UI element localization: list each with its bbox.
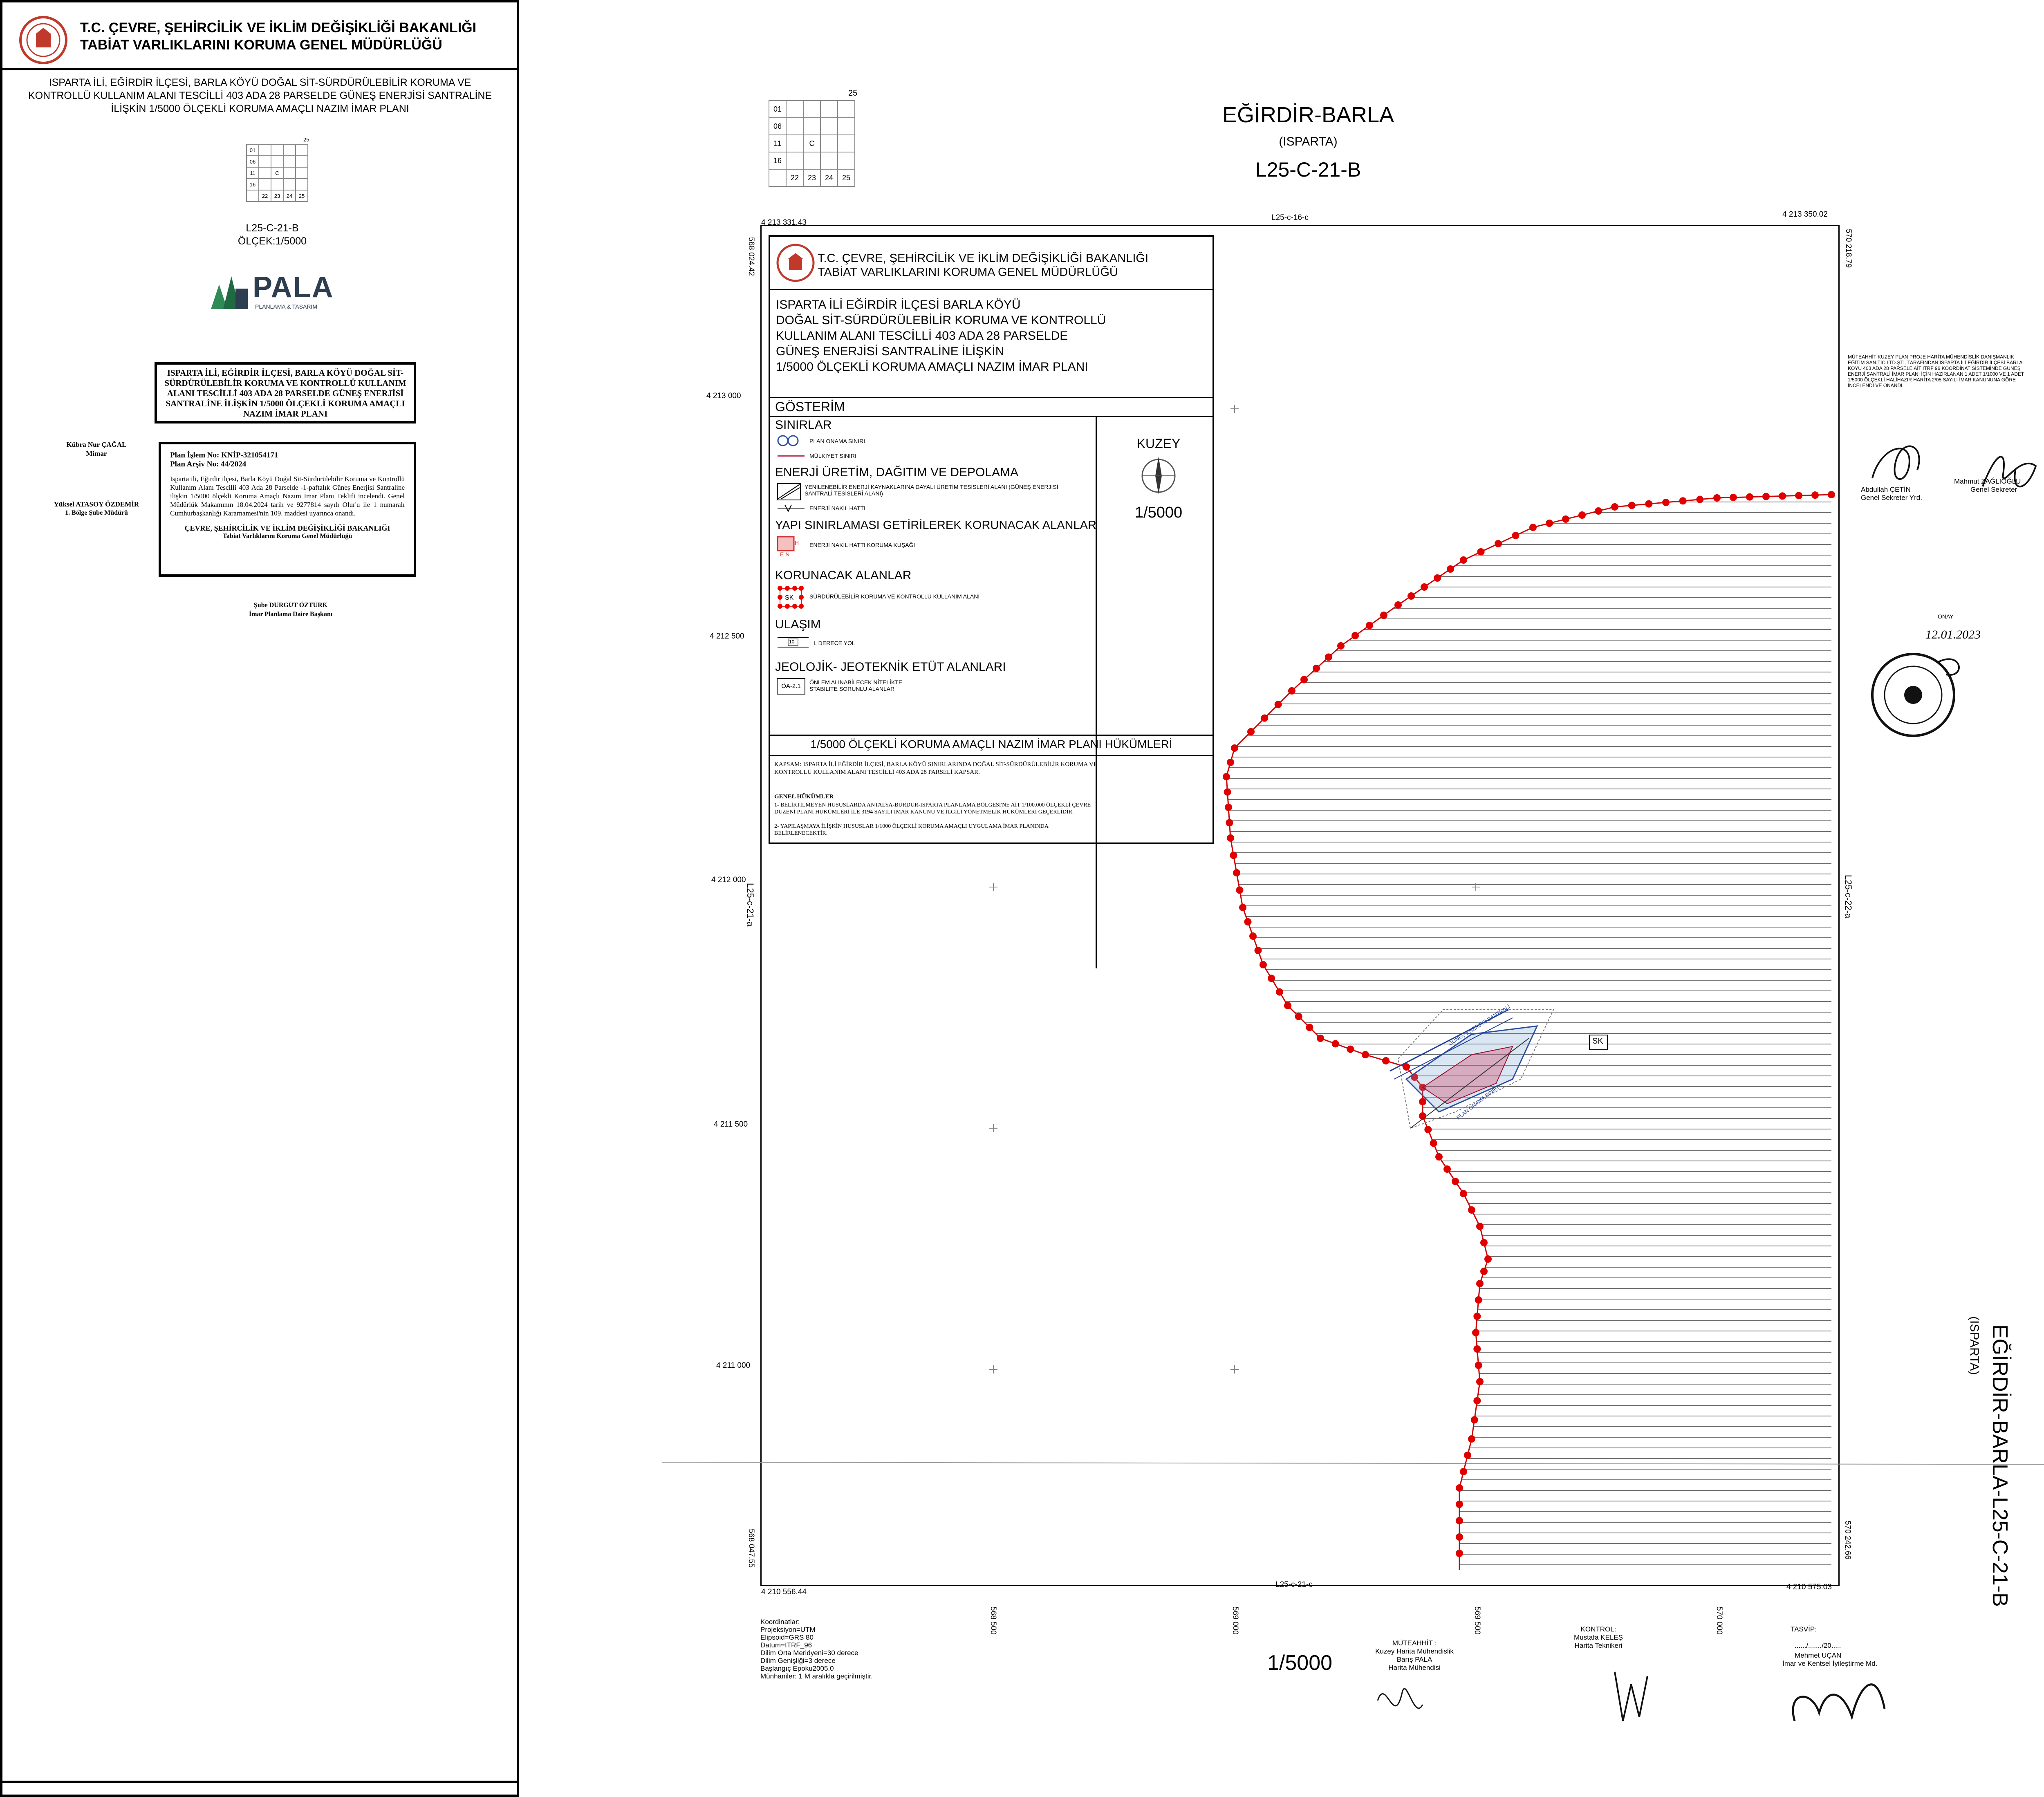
- boundary-marker: [1275, 701, 1282, 708]
- coordinate-system-info: [760, 1618, 873, 1680]
- meta-line: Münhaniler: 1 M aralıkla geçirilmiştir.: [760, 1672, 873, 1680]
- boundary-marker: [1407, 592, 1415, 600]
- grid-cell: 01: [769, 101, 786, 118]
- boundary-marker: [1472, 1329, 1479, 1336]
- boundary-marker: [1645, 500, 1652, 508]
- legend-item: ENERJİ NAKİL HATTI: [809, 505, 865, 511]
- side-sheet-subtitle: (ISPARTA): [1968, 1316, 1981, 1375]
- corner-coordinate: 4 213 350.02: [1782, 210, 1828, 219]
- adjacent-sheet-label: L25-c-16-c: [1271, 213, 1309, 222]
- boundary-marker: [1337, 642, 1345, 650]
- legend-section-heading: ENERJİ ÜRETİM, DAĞITIM VE DEPOLAMA: [775, 466, 1019, 479]
- boundary-marker: [1288, 687, 1295, 695]
- legend-section-heading: KORUNACAK ALANLAR: [775, 569, 912, 582]
- sheet-code: L25-C-21-B: [246, 222, 299, 234]
- pala-logo-text: PALA: [253, 271, 334, 304]
- sk-zone-label: SK: [1592, 1037, 1603, 1046]
- boundary-marker: [1366, 622, 1373, 629]
- grid-cell: 23: [271, 190, 283, 202]
- boundary-marker: [1468, 1435, 1475, 1443]
- general-provision: 2- YAPILAŞMAYA İLİŞKİN HUSUSLAR 1/1000 ÖLÇEKLİ KORUMA AMAÇLI UYGULAMA İMAR PLANINDA BELİRLENECEKTİR.: [774, 823, 1049, 836]
- grid-cell: 23: [803, 169, 820, 186]
- legend-scale: 1/5000: [1134, 504, 1183, 521]
- boundary-marker: [1477, 548, 1485, 556]
- corner-coordinate: 4 213 331.43: [761, 218, 807, 227]
- boundary-marker: [1480, 1239, 1488, 1246]
- north-label: KUZEY: [1136, 436, 1181, 451]
- ministry-name-line1: T.C. ÇEVRE, ŞEHİRCİLİK VE İKLİM DEĞİŞİKLİĞİ BAKANLIĞI: [80, 20, 477, 36]
- boundary-marker: [1227, 759, 1234, 766]
- meta-line: Başlangıç Epoku2005.0: [760, 1665, 834, 1672]
- plan-process-no: Plan İşlem No: KNİP-321054171: [170, 451, 278, 459]
- boundary-marker: [1476, 1223, 1484, 1230]
- boundary-marker: [1476, 1280, 1484, 1287]
- boundary-marker: [1382, 1057, 1390, 1064]
- boundary-marker: [1362, 1051, 1369, 1058]
- grid-cell: 22: [259, 190, 271, 202]
- ministry-name-line2: TABİAT VARLIKLARINI KORUMA GENEL MÜDÜRLÜĞÜ: [80, 37, 442, 53]
- grid-cell: 11: [769, 135, 786, 152]
- boundary-marker: [1512, 532, 1520, 539]
- certification-text: MÜTEAHHİT KUZEY PLAN PROJE HARİTA MÜHENDİSLİK DANIŞMANLIK EĞİTİM SAN.TİC.LTD.ŞTİ. TARAFINDAN ISPARTA İLİ EĞİRDİR İLÇESİ BARLA KÖYÜ 403 ADA 28 PARSELE AİT ITRF 96 KOORDİNAT SİSTEMİNDE GÜNEŞ ENERJİ SANTRALİ İMAR PLANI İÇİN HAZIRLANAN 1 ADET 1/1000 VE 1 ADET 1/5000 ÖLÇEKLİ HALİHAZIR HARİTA 2/05 SAYILI İMAR KANUNUNA GÖRE İNCELENDİ VE ONANDI.: [1848, 354, 2024, 388]
- edge-coordinate: 570 242.66: [1843, 1521, 1852, 1560]
- geology-code-box: ÖA-2.1: [777, 678, 805, 695]
- boundary-marker: [1611, 503, 1618, 511]
- solar-plant-label: GÜNEŞ ENERJİSİ SANTRALİ: [1447, 1003, 1511, 1047]
- person-title: 1. Bölge Şube Müdürü: [65, 509, 128, 516]
- boundary-marker: [1226, 819, 1233, 827]
- person-title: Mimar: [86, 450, 107, 457]
- boundary-marker: [1261, 715, 1268, 722]
- side-sheet-title: EĞİRDİR-BARLA-L25-C-21-B: [1988, 1324, 2012, 1607]
- meta-line: Projeksiyon=UTM: [760, 1626, 816, 1633]
- northing-label: 4 211 000: [716, 1361, 751, 1370]
- boundary-marker: [1239, 904, 1246, 911]
- boundary-marker: [1224, 789, 1231, 796]
- boundary-marker: [1227, 834, 1234, 842]
- person-name: Kübra Nur ÇAĞAL: [66, 441, 127, 448]
- boundary-marker: [1394, 601, 1402, 609]
- boundary-marker: [1230, 852, 1237, 859]
- boundary-marker: [1249, 932, 1257, 940]
- legend-item: ENERJİ NAKİL HATTI KORUMA KUŞAĞI: [809, 542, 915, 548]
- boundary-marker: [1473, 1397, 1481, 1405]
- boundary-marker: [1260, 961, 1267, 968]
- person-title: İmar Planlama Daire Başkanı: [249, 611, 333, 618]
- legend-item: SÜRDÜRÜLEBİLİR KORUMA VE KONTROLLÜ KULLANIM ALANI: [809, 593, 980, 600]
- corner-coordinate: 4 210 575.03: [1786, 1583, 1832, 1591]
- boundary-marker: [1468, 1206, 1475, 1214]
- boundary-marker: [1628, 502, 1636, 509]
- boundary-marker: [1595, 507, 1602, 515]
- divider: [770, 237, 1213, 756]
- legend-section-heading: ULAŞIM: [775, 618, 821, 631]
- map-title: EĞİRDİR-BARLA: [1222, 103, 1394, 127]
- boundary-marker: [1255, 947, 1262, 954]
- meta-line: Dilim Genişliği=3 derece: [760, 1657, 836, 1665]
- grid-top-number: 25: [848, 89, 858, 98]
- boundary-marker: [1300, 676, 1308, 683]
- boundary-marker: [1696, 496, 1703, 503]
- grid-cell: 16: [769, 152, 786, 169]
- boundary-marker: [1332, 1040, 1339, 1047]
- contractor-firm: Kuzey Harita Mühendislik: [1375, 1647, 1454, 1655]
- northing-label: 4 211 500: [714, 1120, 748, 1129]
- boundary-marker: [1464, 1452, 1471, 1459]
- meta-line: Dilim Orta Meridyeni=30 derece: [760, 1649, 858, 1657]
- legend-item: MÜLKİYET SINIRI: [809, 453, 856, 459]
- grid-cell: 25: [296, 190, 308, 202]
- boundary-marker: [1546, 520, 1553, 527]
- boundary-marker: [1529, 524, 1537, 531]
- easting-label: 568 500: [989, 1607, 997, 1635]
- legend-ministry-line1: T.C. ÇEVRE, ŞEHİRCİLİK VE İKLİM DEĞİŞİKLİĞİ BAKANLIĞI: [818, 252, 1149, 265]
- plan-archive-no: Plan Arşiv No: 44/2024: [170, 460, 247, 468]
- boundary-marker: [1233, 869, 1240, 876]
- plan-title-line: ISPARTA İLİ EĞİRDİR İLÇESİ BARLA KÖYÜ: [776, 298, 1021, 311]
- boundary-marker: [1480, 1268, 1488, 1275]
- plan-title-line: KULLANIM ALANI TESCİLLİ 403 ADA 28 PARSELDE: [776, 329, 1068, 343]
- legend-item: YENİLENEBİLİR ENERJİ KAYNAKLARINA DAYALI ÜRETİM TESİSLERİ ALANI (GÜNEŞ ENERJİSİ SANTRALİ TESİSLERİ ALANI): [805, 484, 1058, 497]
- boundary-marker: [1419, 1098, 1426, 1105]
- grid-cell: 11: [247, 167, 259, 179]
- boundary-marker: [1447, 565, 1454, 573]
- boundary-marker: [1452, 1178, 1459, 1185]
- grid-cell: 25: [838, 169, 855, 186]
- fold-line: [662, 1462, 2044, 1465]
- legend-section-heading: SINIRLAR: [775, 418, 832, 432]
- boundary-marker: [1351, 632, 1359, 639]
- map-subtitle: (ISPARTA): [1279, 135, 1338, 148]
- meta-line: Datum=ITRF_96: [760, 1641, 812, 1649]
- scope-text: KAPSAM: ISPARTA İLİ EĞİRDİR İLÇESİ, BARLA KÖYÜ SINIRLARINDA DOĞAL SİT-SÜRDÜRÜLEBİLİR KORUMA VE KONTROLLÜ KULLANIM ALANI TESCİLLİ 403 ADA 28 PARSELİ KAPSAR.: [774, 761, 1097, 775]
- boundary-marker: [1730, 494, 1737, 501]
- boundary-marker: [1562, 515, 1569, 523]
- boundary-marker: [1325, 654, 1332, 661]
- legend-ministry-line2: TABİAT VARLIKLARINI KORUMA GENEL MÜDÜRLÜĞÜ: [818, 266, 1118, 279]
- northing-label: 4 212 000: [711, 876, 746, 884]
- plan-title-line: DOĞAL SİT-SÜRDÜRÜLEBİLİR KORUMA VE KONTROLLÜ: [776, 314, 1106, 327]
- boundary-marker: [1284, 1002, 1291, 1009]
- legend-section-heading: YAPI SINIRLAMASI GETİRİLEREK KORUNACAK ALANLAR: [775, 519, 1096, 532]
- boundary-marker: [1475, 1296, 1482, 1304]
- boundary-marker: [1244, 918, 1252, 925]
- boundary-marker: [1268, 975, 1275, 982]
- corner-coordinate: 4 210 556.44: [761, 1588, 807, 1596]
- grid-cell: 16: [247, 179, 259, 190]
- boundary-marker: [1347, 1046, 1354, 1053]
- boundary-marker: [1231, 744, 1238, 752]
- boundary-marker: [1679, 497, 1687, 504]
- grid-top-number: 25: [303, 137, 309, 143]
- edge-coordinate: 568 047.55: [747, 1529, 755, 1568]
- adjacent-sheet-label: L25-c-22-a: [1843, 875, 1853, 919]
- boundary-marker: [1460, 1468, 1467, 1475]
- easting-label: 570 000: [1715, 1607, 1724, 1635]
- grid-cell: 24: [820, 169, 838, 186]
- boundary-marker: [1460, 556, 1467, 564]
- approval-label: ONAY: [1938, 613, 1954, 620]
- signer-name: Mahmut ZAĞLIOĞLU: [1954, 477, 2021, 485]
- svg-text:E N: E N: [780, 551, 790, 557]
- easting-label: 569 500: [1473, 1607, 1481, 1635]
- northing-label: 4 213 000: [706, 392, 741, 400]
- official-stamp-image: [1864, 646, 1970, 744]
- road-width-label: 10: [789, 639, 795, 645]
- grid-cell: 24: [283, 190, 296, 202]
- easting-label: 569 000: [1231, 1607, 1239, 1635]
- boundary-marker: [1430, 1140, 1437, 1147]
- boundary-label: PLAN ONAMA SINIRI: [1455, 1084, 1500, 1121]
- boundary-marker: [1476, 1378, 1484, 1385]
- boundary-marker: [1421, 583, 1428, 591]
- boundary-marker: [1662, 499, 1670, 506]
- boundary-marker: [1223, 773, 1230, 780]
- person-name: Şube DURGUT ÖZTÜRK: [253, 602, 328, 609]
- boundary-marker: [1435, 1153, 1443, 1161]
- boundary-marker: [1456, 1501, 1463, 1508]
- boundary-marker: [1484, 1255, 1492, 1263]
- approval-footer-sub: Tabiat Varlıklarını Koruma Genel Müdürlüğü: [222, 533, 352, 540]
- boundary-marker: [1795, 492, 1802, 499]
- svg-text:SK: SK: [785, 594, 794, 601]
- boundary-marker: [1746, 493, 1753, 501]
- bottom-scale: 1/5000: [1267, 1651, 1333, 1675]
- general-provision: 1- BELİRTİLMEYEN HUSUSLARDA ANTALYA-BURDUR-ISPARTA PLANLAMA BÖLGESİ'NE AİT 1/100.000 ÖLÇEKLİ ÇEVRE DÜZENİ PLANI HÜKÜMLERİ İLE 3194 SAYILI İMAR KANUNU VE İLGİLİ YÖNETMELİK HÜKÜMLERİ GEÇERLİDİR.: [774, 802, 1091, 815]
- approval-date: 12.01.2023: [1925, 628, 1981, 641]
- grid-cell-letter: C: [803, 135, 820, 152]
- meta-line: Elipsoid=GRS 80: [760, 1633, 814, 1641]
- contractor-name: Barış PALA: [1396, 1656, 1432, 1663]
- boundary-marker: [1317, 1035, 1324, 1042]
- pala-logo-subtitle: PLANLAMA & TASARIM: [255, 303, 317, 310]
- contractor-heading: MÜTEAHHİT :: [1392, 1639, 1437, 1647]
- legend-item: PLAN ONAMA SINIRI: [809, 438, 865, 444]
- boundary-marker: [1225, 804, 1232, 811]
- boundary-marker: [1276, 988, 1283, 996]
- boundary-marker: [1443, 1165, 1451, 1173]
- grid-cell: 06: [769, 118, 786, 135]
- boundary-marker: [1456, 1550, 1463, 1557]
- boundary-marker: [1236, 887, 1244, 894]
- edge-coordinate: 568 024.42: [747, 237, 755, 276]
- plan-title-line: GÜNEŞ ENERJİSİ SANTRALİNE İLİŞKİN: [776, 345, 1004, 358]
- boundary-marker: [1295, 1013, 1302, 1020]
- boundary-marker: [1473, 1345, 1481, 1353]
- approval-text: Isparta ili, Eğirdir ilçesi, Barla Köyü Doğal Sit-Sürdürülebilir Koruma ve Kontrollü Kullanım Alanı Tescilli 403 Ada 28 Parselde -1-paftalık Güneş Enerjisi Santraline ilişkin 1/5000 ölçekli Koruma Amaçlı Nazım İmar Planı Teklifi incelendi. Genel Müdürlük Makamının 18.04.2024 tarih ve 9277814 sayılı Olur'u ile 1 numaralı Cumhurbaşkanlığı Kararnamesi'nin 109. maddesi uyarınca onandı.: [170, 475, 405, 517]
- adjacent-sheet-label: L25-c-21-a: [745, 883, 755, 927]
- control-name: Mustafa KELEŞ: [1573, 1633, 1623, 1641]
- adjacent-sheet-label: L25-c-21-c: [1275, 1580, 1313, 1589]
- footer-signatures-image: [1369, 1660, 1942, 1741]
- control-heading: KONTROL:: [1580, 1625, 1616, 1633]
- boundary-marker: [1313, 665, 1320, 672]
- boundary-marker: [1473, 1313, 1481, 1320]
- legend-item: ÖNLEM ALINABİLECEK NİTELİKTE STABİLİTE SORUNLU ALANLAR: [809, 679, 903, 692]
- legend-item: I. DERECE YOL: [814, 640, 855, 646]
- plan-description: ISPARTA İLİ, EĞİRDİR İLÇESİ, BARLA KÖYÜ DOĞAL SİT-SÜRDÜRÜLEBİLİR KORUMA VE KONTROLLÜ KULLANIM ALANI TESCİLLİ 403 ADA 28 PARSELDE GÜNEŞ ENERJİSİ SANTRALİNE İLİŞKİN 1/5000 ÖLÇEKLİ KORUMA AMAÇLI NAZIM İMAR PLANI: [28, 77, 492, 114]
- meta-line: Koordinatlar:: [760, 1618, 800, 1626]
- control-block: [1553, 1625, 1643, 1650]
- boundary-marker: [1762, 493, 1770, 500]
- plan-title-line: 1/5000 ÖLÇEKLİ KORUMA AMAÇLI NAZIM İMAR PLANI: [776, 360, 1088, 374]
- map-sheet-code: L25-C-21-B: [1255, 158, 1361, 181]
- boundary-marker: [1713, 494, 1721, 502]
- boundary-marker: [1828, 491, 1835, 498]
- boundary-marker: [1424, 1126, 1432, 1133]
- scale-label: ÖLÇEK:1/5000: [238, 235, 307, 247]
- approval-footer: ÇEVRE, ŞEHİRCİLİK VE İKLİM DEĞİŞİKLİĞİ BAKANLIĞI: [184, 524, 390, 532]
- endorsement-date: ....../......./20.....: [1795, 1642, 1841, 1649]
- person-name: Yüksel ATASOY ÖZDEMİR: [54, 500, 139, 508]
- endorsement-name: Mehmet UÇAN: [1795, 1651, 1842, 1659]
- legend-section-heading: JEOLOJİK- JEOTEKNİK ETÜT ALANLARI: [775, 660, 1006, 674]
- general-provisions-heading: GENEL HÜKÜMLER: [774, 793, 834, 800]
- boundary-marker: [1475, 1362, 1482, 1369]
- signer-name: Abdullah ÇETİN: [1861, 486, 1911, 493]
- boundary-marker: [1247, 728, 1255, 735]
- grid-cell: 01: [247, 144, 259, 156]
- boundary-marker: [1779, 492, 1786, 500]
- boundary-marker: [1460, 1190, 1467, 1197]
- signer-title: Genel Sekreter: [1970, 486, 2017, 493]
- grid-cell: 22: [786, 169, 803, 186]
- boundary-marker: [1456, 1533, 1463, 1541]
- northing-label: 4 212 500: [710, 632, 744, 641]
- control-title: Harita Teknikeri: [1574, 1642, 1623, 1649]
- boundary-marker: [1495, 540, 1502, 547]
- contractor-title: Harita Mühendisi: [1388, 1664, 1441, 1672]
- boundary-marker: [1578, 511, 1586, 519]
- boundary-marker: [1471, 1416, 1478, 1423]
- boundary-marker: [1456, 1517, 1463, 1524]
- boundary-marker: [1811, 491, 1819, 499]
- edge-coordinate: 570 218.79: [1844, 229, 1853, 268]
- grid-cell-letter: C: [271, 167, 283, 179]
- boundary-marker: [1434, 574, 1441, 582]
- plan-title-box: ISPARTA İLİ, EĞİRDİR İLÇESİ, BARLA KÖYÜ DOĞAL SİT-SÜRDÜRÜLEBİLİR KORUMA VE KONTROLLÜ KULLANIM ALANI TESCİLLİ 403 ADA 28 PARSELDE GÜNEŞ ENERJİSİ SANTRALİNE İLİŞKİN 1/5000 ÖLÇEKLİ KORUMA AMAÇLI NAZIM İMAR PLANI: [155, 362, 416, 423]
- grid-cell: 06: [247, 156, 259, 167]
- boundary-marker: [1306, 1024, 1313, 1031]
- legend-panel: [769, 235, 1214, 844]
- endorsement-heading: TASVİP:: [1791, 1625, 1817, 1633]
- legend-heading: GÖSTERİM: [775, 399, 845, 414]
- signer-title: Genel Sekreter Yrd.: [1861, 494, 1922, 502]
- svg-text:H: H: [795, 540, 799, 546]
- boundary-marker: [1456, 1484, 1463, 1492]
- provisions-heading: 1/5000 ÖLÇEKLİ KORUMA AMAÇLI NAZIM İMAR PLANI HÜKÜMLERİ: [810, 738, 1172, 751]
- boundary-marker: [1380, 612, 1387, 619]
- endorsement-title: İmar ve Kentsel İyileştirme Md.: [1782, 1660, 1878, 1667]
